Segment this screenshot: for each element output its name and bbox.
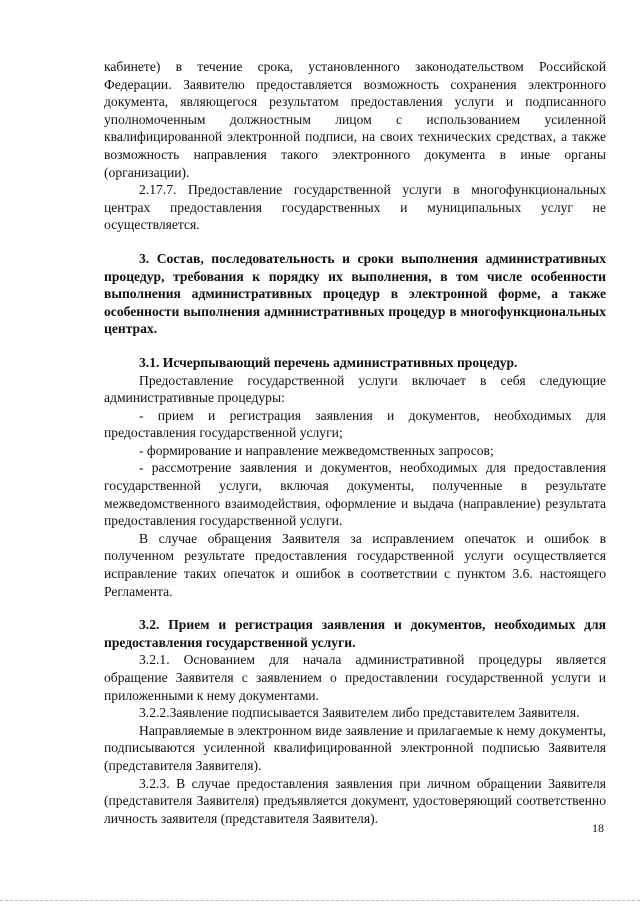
paragraph-3-2-2: 3.2.2.Заявление подписывается Заявителем либо представителем Заявителя. <box>139 705 580 721</box>
paragraph-3-2-2-electronic: Направляемые в электронном виде заявление и прилагаемые к нему документы, подписываются усиленной квалифицированной электронной подписью Заявителя (представителя Заявителя). <box>104 722 606 773</box>
paragraph-2-17-7: 2.17.7. Предоставление государственной услуги в многофункциональных центрах предоставления государственных и муниципальных услуг не осуществляется. <box>104 182 606 233</box>
list-item: - формирование и направление межведомственных запросов; <box>139 442 494 458</box>
paragraph-3-2-1: 3.2.1. Основанием для начала административной процедуры является обращение Заявителя с заявлением о предоставлении государственной услуги и приложенными к нему документами. <box>104 652 606 703</box>
section-3-heading: 3. Состав, последовательность и сроки выполнения административных процедур, требования к порядку их выполнения, в том числе особенности выполнения административных процедур в электронной форме, а также особенности выполнения административных процедур в многофункциональных центрах. <box>104 250 606 337</box>
paragraph-3-2-3: 3.2.3. В случае предоставления заявления при личном обращении Заявителя (представителя Заявителя) предъявляется документ, удостоверяющий соответственно личность заявителя (представителя Заявителя). <box>104 775 606 826</box>
section-3-1-intro: Предоставление государственной услуги включает в себя следующие административные процедуры: <box>104 372 606 406</box>
paragraph-continuation: кабинете) в течение срока, установленного законодательством Российской Федерации. Заявителю предоставляется возможность сохранения электронного документа, являющегося результатом предоставления услуги и подписанного уполномоченным должностным лицом с использованием усиленной квалифицированной электронной подписи, на своих технических средствах, а также возможность направления такого электронного документа в иные органы (организации). <box>104 59 606 180</box>
list-item: - рассмотрение заявления и документов, необходимых для предоставления государственной услуги, включая документы, полученные в результате межведомственного взаимодействия, оформление и выдача (направление) результата предоставления государственной услуги. <box>104 460 606 529</box>
section-3-1-heading: 3.1. Исчерпывающий перечень административных процедур. <box>139 354 518 370</box>
list-item: - прием и регистрация заявления и документов, необходимых для предоставления государственной услуги; <box>104 407 606 441</box>
page-number: 18 <box>592 821 604 835</box>
scan-footer-line <box>0 900 640 901</box>
section-3-1-paragraph: В случае обращения Заявителя за исправлением опечаток и ошибок в полученном результате предоставления государственной услуги осуществляется исправление таких опечаток и ошибок в соответствии с пунктом 3.6. настоящего Регламента. <box>104 530 606 599</box>
section-3-2-heading: 3.2. Прием и регистрация заявления и документов, необходимых для предоставления государственной услуги. <box>104 617 606 650</box>
document-page <box>104 58 606 827</box>
